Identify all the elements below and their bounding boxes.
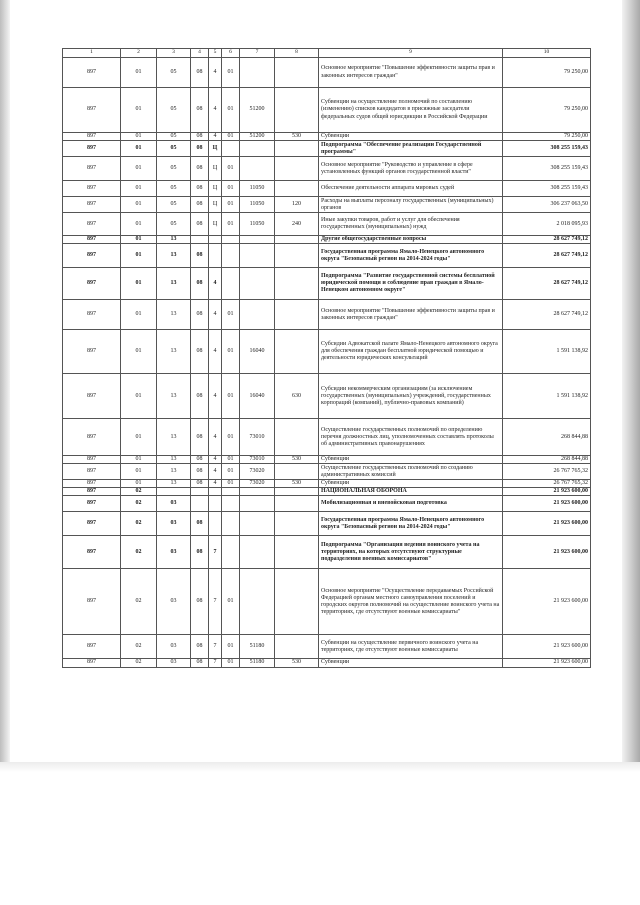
cell-program: 08 (191, 268, 209, 300)
cell-admin-code: 897 (63, 141, 121, 157)
cell-program: 08 (191, 536, 209, 569)
cell-program: 08 (191, 456, 209, 464)
column-number-row (63, 49, 591, 58)
cell-admin-code: 897 (63, 88, 121, 133)
cell-section: 02 (121, 512, 157, 536)
cell-program: 08 (191, 157, 209, 181)
cell-subsection: 05 (157, 58, 191, 88)
table-row (63, 236, 591, 244)
cell-measure: 01 (222, 157, 240, 181)
table-row (63, 488, 591, 496)
table-row (63, 213, 591, 236)
cell-amount: 79 250,00 (503, 58, 591, 88)
cell-section: 01 (121, 141, 157, 157)
cell-amount: 21 923 600,00 (503, 536, 591, 569)
cell-amount: 306 237 063,50 (503, 197, 591, 213)
cell-direction (240, 300, 275, 330)
column-header: 8 (275, 49, 319, 58)
cell-description: Мобилизационная и вневойсковая подготовка (319, 496, 503, 512)
cell-subprogram: 4 (209, 133, 222, 141)
cell-section: 02 (121, 536, 157, 569)
cell-program: 08 (191, 133, 209, 141)
cell-admin-code: 897 (63, 488, 121, 496)
cell-section: 01 (121, 236, 157, 244)
cell-subprogram (209, 512, 222, 536)
cell-subsection: 03 (157, 536, 191, 569)
table-row (63, 464, 591, 480)
cell-amount: 28 627 749,12 (503, 268, 591, 300)
cell-description: Субвенции (319, 133, 503, 141)
cell-measure: 01 (222, 480, 240, 488)
cell-measure (222, 244, 240, 268)
table-row (63, 300, 591, 330)
cell-direction: 11050 (240, 213, 275, 236)
cell-subsection: 05 (157, 141, 191, 157)
cell-section: 02 (121, 496, 157, 512)
cell-section: 01 (121, 374, 157, 419)
cell-section: 02 (121, 488, 157, 496)
cell-subsection: 13 (157, 330, 191, 374)
cell-admin-code: 897 (63, 330, 121, 374)
cell-expense-type (275, 88, 319, 133)
column-header: 4 (191, 49, 209, 58)
cell-measure: 01 (222, 300, 240, 330)
cell-program: 08 (191, 330, 209, 374)
cell-section: 01 (121, 181, 157, 197)
cell-subsection: 13 (157, 244, 191, 268)
cell-description: Основное мероприятие "Руководство и управление в сфере установленных функций органов государственной власти" (319, 157, 503, 181)
cell-program: 08 (191, 419, 209, 456)
cell-admin-code: 897 (63, 635, 121, 659)
cell-expense-type (275, 157, 319, 181)
cell-admin-code: 897 (63, 133, 121, 141)
cell-admin-code: 897 (63, 659, 121, 667)
cell-program: 08 (191, 141, 209, 157)
cell-section: 01 (121, 300, 157, 330)
cell-direction (240, 244, 275, 268)
cell-expense-type: 530 (275, 659, 319, 667)
cell-program: 08 (191, 480, 209, 488)
cell-subprogram: 4 (209, 456, 222, 464)
cell-section: 01 (121, 419, 157, 456)
cell-amount: 1 591 138,92 (503, 330, 591, 374)
cell-measure: 01 (222, 181, 240, 197)
cell-measure (222, 496, 240, 512)
cell-amount: 79 250,00 (503, 133, 591, 141)
cell-subprogram: Ц (209, 157, 222, 181)
cell-program (191, 236, 209, 244)
cell-measure (222, 141, 240, 157)
cell-program: 08 (191, 569, 209, 635)
cell-admin-code: 897 (63, 374, 121, 419)
cell-section: 01 (121, 88, 157, 133)
table-row (63, 141, 591, 157)
cell-subsection: 13 (157, 419, 191, 456)
cell-subprogram: 4 (209, 268, 222, 300)
cell-subsection: 03 (157, 512, 191, 536)
cell-amount: 21 923 600,00 (503, 659, 591, 667)
cell-direction (240, 58, 275, 88)
cell-expense-type (275, 300, 319, 330)
cell-expense-type (275, 181, 319, 197)
table-row (63, 659, 591, 667)
cell-amount: 21 923 600,00 (503, 512, 591, 536)
cell-measure (222, 512, 240, 536)
cell-amount: 308 255 159,43 (503, 141, 591, 157)
cell-section: 01 (121, 213, 157, 236)
table-row (63, 569, 591, 635)
cell-program (191, 496, 209, 512)
cell-direction: 73010 (240, 419, 275, 456)
cell-amount: 79 250,00 (503, 88, 591, 133)
cell-measure: 01 (222, 88, 240, 133)
cell-measure (222, 488, 240, 496)
cell-amount: 308 255 159,43 (503, 157, 591, 181)
cell-section: 01 (121, 133, 157, 141)
cell-amount: 308 255 159,43 (503, 181, 591, 197)
table-row (63, 419, 591, 456)
cell-section: 01 (121, 58, 157, 88)
column-header: 5 (209, 49, 222, 58)
cell-program: 08 (191, 659, 209, 667)
cell-program: 08 (191, 88, 209, 133)
cell-section: 01 (121, 197, 157, 213)
cell-expense-type (275, 464, 319, 480)
cell-section: 02 (121, 569, 157, 635)
cell-description: Субвенции (319, 480, 503, 488)
cell-subprogram: 4 (209, 419, 222, 456)
cell-direction (240, 496, 275, 512)
cell-amount: 21 923 600,00 (503, 488, 591, 496)
cell-description: Другие общегосударственные вопросы (319, 236, 503, 244)
cell-subprogram: 4 (209, 300, 222, 330)
table-row (63, 133, 591, 141)
cell-subprogram: 4 (209, 88, 222, 133)
cell-description: Основное мероприятие "Осуществление передаваемых Российской Федерацией органам местного самоуправления поселений и городских округов полномочий на осуществление воинского учета на территориях, где отсутствуют военные комиссариаты" (319, 569, 503, 635)
cell-admin-code: 897 (63, 480, 121, 488)
cell-admin-code: 897 (63, 244, 121, 268)
cell-amount: 1 591 138,92 (503, 374, 591, 419)
cell-section: 02 (121, 635, 157, 659)
cell-admin-code: 897 (63, 512, 121, 536)
cell-subprogram: Ц (209, 213, 222, 236)
cell-measure: 01 (222, 569, 240, 635)
cell-admin-code: 897 (63, 464, 121, 480)
cell-admin-code: 897 (63, 181, 121, 197)
table-row (63, 157, 591, 181)
cell-subsection: 03 (157, 635, 191, 659)
cell-program: 08 (191, 512, 209, 536)
cell-direction (240, 236, 275, 244)
cell-admin-code: 897 (63, 569, 121, 635)
cell-description: Подпрограмма "Организация ведения воинского учета на территориях, на которых отсутствуют структурные подразделения военных комиссариатов" (319, 536, 503, 569)
cell-program (191, 488, 209, 496)
cell-program: 08 (191, 635, 209, 659)
cell-amount: 21 923 600,00 (503, 496, 591, 512)
cell-program: 08 (191, 213, 209, 236)
cell-measure: 01 (222, 659, 240, 667)
cell-subprogram: 7 (209, 635, 222, 659)
cell-measure: 01 (222, 635, 240, 659)
cell-subsection: 05 (157, 181, 191, 197)
cell-direction: 51200 (240, 88, 275, 133)
cell-subsection: 13 (157, 268, 191, 300)
cell-description: Осуществление государственных полномочий по определению перечня должностных лиц, уполномоченных составлять протоколы об административных правонарушениях (319, 419, 503, 456)
cell-subprogram: 7 (209, 536, 222, 569)
cell-program: 08 (191, 58, 209, 88)
cell-subsection: 13 (157, 236, 191, 244)
cell-section: 01 (121, 268, 157, 300)
cell-subsection: 13 (157, 464, 191, 480)
cell-subprogram: 7 (209, 659, 222, 667)
cell-subprogram (209, 496, 222, 512)
cell-subprogram: 4 (209, 374, 222, 419)
cell-program: 08 (191, 374, 209, 419)
cell-direction: 11050 (240, 181, 275, 197)
cell-measure: 01 (222, 213, 240, 236)
cell-admin-code: 897 (63, 197, 121, 213)
cell-measure: 01 (222, 456, 240, 464)
cell-amount: 28 627 749,12 (503, 300, 591, 330)
cell-measure: 01 (222, 58, 240, 88)
cell-subprogram (209, 488, 222, 496)
cell-program: 08 (191, 300, 209, 330)
scan-edge-right (622, 0, 640, 770)
cell-expense-type (275, 58, 319, 88)
cell-subprogram (209, 236, 222, 244)
table-row (63, 197, 591, 213)
cell-amount: 268 844,88 (503, 456, 591, 464)
cell-direction: 16040 (240, 330, 275, 374)
cell-subprogram: Ц (209, 141, 222, 157)
cell-subprogram: 7 (209, 569, 222, 635)
column-header: 9 (319, 49, 503, 58)
cell-subsection: 05 (157, 213, 191, 236)
cell-subsection: 05 (157, 157, 191, 181)
table-row (63, 88, 591, 133)
cell-admin-code: 897 (63, 157, 121, 181)
cell-admin-code: 897 (63, 496, 121, 512)
column-header: 10 (503, 49, 591, 58)
cell-section: 01 (121, 464, 157, 480)
cell-subsection: 13 (157, 456, 191, 464)
table-row (63, 244, 591, 268)
table-row (63, 268, 591, 300)
table-row (63, 374, 591, 419)
cell-admin-code: 897 (63, 236, 121, 244)
cell-subprogram: 4 (209, 330, 222, 374)
cell-description: Субвенции на осуществление полномочий по составлению (изменению) списков кандидатов в присяжные заседатели федеральных судов общей юрисдикции в Российской Федерации (319, 88, 503, 133)
cell-admin-code: 897 (63, 268, 121, 300)
cell-description: Субвенции (319, 659, 503, 667)
cell-expense-type: 530 (275, 133, 319, 141)
cell-direction (240, 157, 275, 181)
cell-amount: 21 923 600,00 (503, 635, 591, 659)
cell-expense-type (275, 496, 319, 512)
cell-direction: 51180 (240, 659, 275, 667)
cell-section: 02 (121, 659, 157, 667)
cell-measure: 01 (222, 197, 240, 213)
cell-subsection: 05 (157, 197, 191, 213)
cell-amount: 28 627 749,12 (503, 244, 591, 268)
cell-description: Подпрограмма "Обеспечение реализации Государственной программы" (319, 141, 503, 157)
cell-program: 08 (191, 197, 209, 213)
cell-admin-code: 897 (63, 419, 121, 456)
cell-subprogram: 4 (209, 480, 222, 488)
cell-measure (222, 268, 240, 300)
cell-section: 01 (121, 456, 157, 464)
cell-subsection: 03 (157, 569, 191, 635)
cell-description: Расходы на выплаты персоналу государственных (муниципальных) органов (319, 197, 503, 213)
cell-expense-type (275, 244, 319, 268)
cell-description: Субвенции (319, 456, 503, 464)
cell-direction: 51180 (240, 635, 275, 659)
cell-description: НАЦИОНАЛЬНАЯ ОБОРОНА (319, 488, 503, 496)
cell-measure: 01 (222, 133, 240, 141)
cell-section: 01 (121, 244, 157, 268)
scan-edge-left (0, 0, 10, 770)
cell-subsection: 03 (157, 659, 191, 667)
cell-direction (240, 512, 275, 536)
cell-expense-type: 120 (275, 197, 319, 213)
cell-subprogram: 4 (209, 464, 222, 480)
cell-description: Основное мероприятие "Повышение эффективности защиты прав и законных интересов граждан" (319, 300, 503, 330)
column-header: 2 (121, 49, 157, 58)
cell-admin-code: 897 (63, 536, 121, 569)
cell-program: 08 (191, 181, 209, 197)
cell-expense-type (275, 635, 319, 659)
table-row (63, 330, 591, 374)
column-header: 6 (222, 49, 240, 58)
cell-subprogram: 4 (209, 58, 222, 88)
cell-direction (240, 488, 275, 496)
cell-subsection (157, 488, 191, 496)
cell-expense-type (275, 330, 319, 374)
column-header: 3 (157, 49, 191, 58)
cell-direction: 16040 (240, 374, 275, 419)
table-row (63, 496, 591, 512)
cell-admin-code: 897 (63, 213, 121, 236)
table-row (63, 480, 591, 488)
cell-expense-type: 530 (275, 456, 319, 464)
cell-expense-type (275, 512, 319, 536)
table-row (63, 512, 591, 536)
cell-description: Подпрограмма "Развитие государственной системы бесплатной юридической помощи и соблюдение прав граждан в Ямало-Ненецком автономном округе" (319, 268, 503, 300)
cell-description: Обеспечение деятельности аппарата мировых судей (319, 181, 503, 197)
cell-expense-type: 630 (275, 374, 319, 419)
cell-subsection: 13 (157, 374, 191, 419)
cell-expense-type (275, 536, 319, 569)
cell-section: 01 (121, 480, 157, 488)
cell-description: Иные закупки товаров, работ и услуг для обеспечения государственных (муниципальных) нужд (319, 213, 503, 236)
cell-direction (240, 141, 275, 157)
cell-expense-type (275, 419, 319, 456)
cell-section: 01 (121, 157, 157, 181)
cell-expense-type: 530 (275, 480, 319, 488)
cell-amount: 268 844,88 (503, 419, 591, 456)
cell-measure: 01 (222, 374, 240, 419)
cell-description: Основное мероприятие "Повышение эффективности защиты прав и законных интересов граждан" (319, 58, 503, 88)
cell-direction: 73020 (240, 480, 275, 488)
cell-direction: 11050 (240, 197, 275, 213)
cell-program: 08 (191, 464, 209, 480)
cell-direction (240, 268, 275, 300)
cell-amount: 26 767 765,32 (503, 480, 591, 488)
cell-direction: 51200 (240, 133, 275, 141)
cell-subsection: 05 (157, 88, 191, 133)
cell-amount: 2 018 095,93 (503, 213, 591, 236)
cell-direction: 73020 (240, 464, 275, 480)
cell-direction (240, 569, 275, 635)
cell-expense-type (275, 268, 319, 300)
cell-direction (240, 536, 275, 569)
cell-program: 08 (191, 244, 209, 268)
cell-measure: 01 (222, 330, 240, 374)
cell-description: Субвенции на осуществление первичного воинского учета на территориях, где отсутствуют военные комиссариаты (319, 635, 503, 659)
cell-expense-type (275, 569, 319, 635)
cell-measure: 01 (222, 419, 240, 456)
cell-admin-code: 897 (63, 300, 121, 330)
cell-measure (222, 236, 240, 244)
cell-subprogram: Ц (209, 197, 222, 213)
cell-admin-code: 897 (63, 58, 121, 88)
cell-measure (222, 536, 240, 569)
cell-amount: 26 767 765,32 (503, 464, 591, 480)
cell-subprogram (209, 244, 222, 268)
column-header: 1 (63, 49, 121, 58)
cell-admin-code: 897 (63, 456, 121, 464)
cell-amount: 28 627 749,12 (503, 236, 591, 244)
cell-subsection: 03 (157, 496, 191, 512)
cell-subprogram: Ц (209, 181, 222, 197)
column-header: 7 (240, 49, 275, 58)
budget-table (62, 48, 591, 668)
table-row (63, 536, 591, 569)
cell-subsection: 05 (157, 133, 191, 141)
cell-expense-type (275, 141, 319, 157)
cell-description: Государственная программа Ямало-Ненецкого автономного округа "Безопасный регион на 2014-2024 годы" (319, 512, 503, 536)
table-row (63, 456, 591, 464)
cell-description: Субсидии некоммерческим организациям (за исключением государственных (муниципальных) учреждений, государственных корпораций (компаний), публично-правовых компаний) (319, 374, 503, 419)
cell-amount: 21 923 600,00 (503, 569, 591, 635)
cell-description: Государственная программа Ямало-Ненецкого автономного округа "Безопасный регион на 2014-2024 годы" (319, 244, 503, 268)
table-row (63, 635, 591, 659)
cell-expense-type: 240 (275, 213, 319, 236)
scan-edge-bottom (0, 762, 640, 772)
table-row (63, 58, 591, 88)
cell-direction: 73010 (240, 456, 275, 464)
cell-section: 01 (121, 330, 157, 374)
cell-expense-type (275, 236, 319, 244)
cell-subsection: 13 (157, 300, 191, 330)
cell-measure: 01 (222, 464, 240, 480)
cell-description: Субсидии Адвокатской палате Ямало-Ненецкого автономного округа для обеспечения граждан бесплатной юридической помощью и деятельности юридических консультаций (319, 330, 503, 374)
table-row (63, 181, 591, 197)
cell-subsection: 13 (157, 480, 191, 488)
cell-expense-type (275, 488, 319, 496)
cell-description: Осуществление государственных полномочий по созданию административных комиссий (319, 464, 503, 480)
